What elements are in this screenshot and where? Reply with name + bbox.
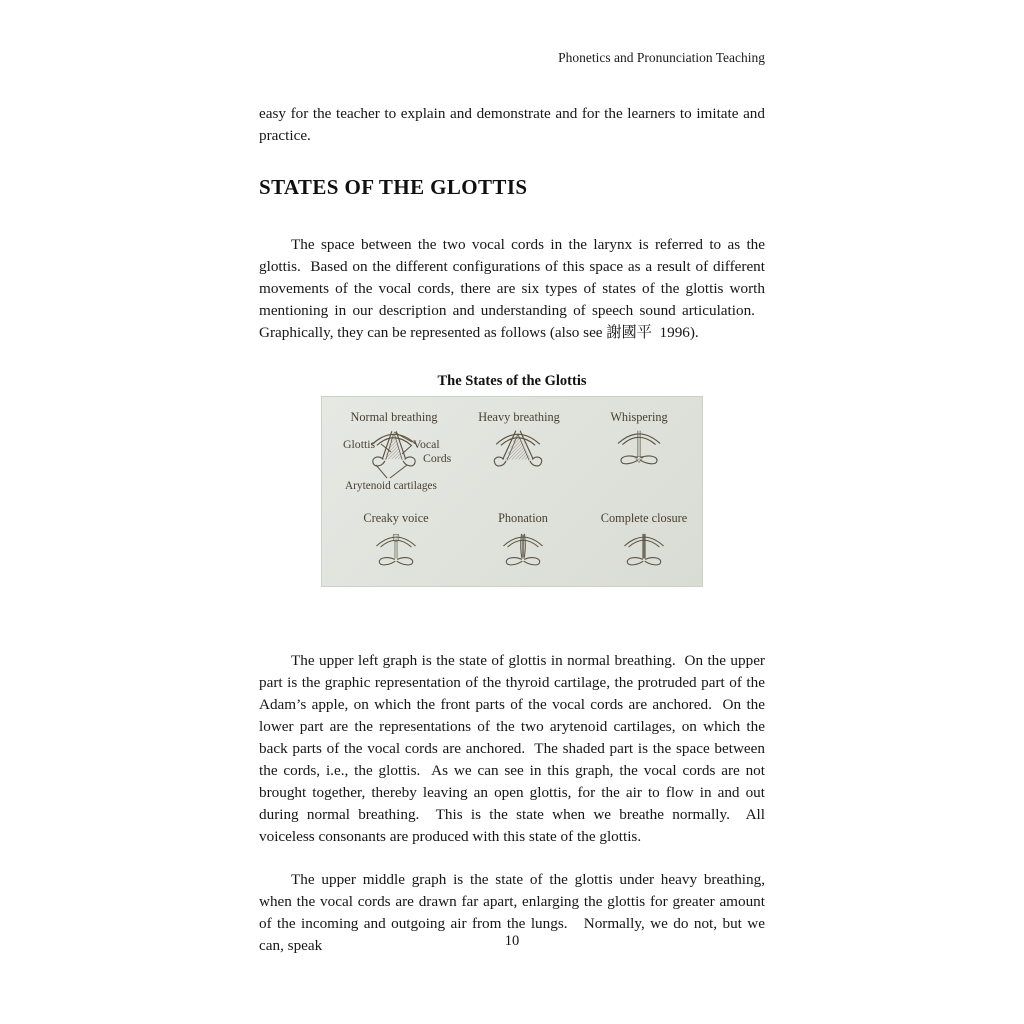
label-phonation: Phonation (498, 511, 548, 525)
page-number: 10 (504, 933, 520, 949)
label-normal-breathing: Normal breathing (350, 410, 438, 424)
label-whispering: Whispering (610, 410, 668, 424)
paragraph-continuation: easy for the teacher to explain and demonstrate and for the learners to imitate and practice. (259, 105, 765, 145)
annotation-cords: Cords (423, 451, 452, 465)
heavy-breathing-diagram (489, 423, 547, 481)
whispering-diagram (610, 423, 668, 479)
label-heavy-breathing: Heavy breathing (478, 410, 560, 424)
complete-closure-diagram (617, 527, 671, 579)
label-complete-closure: Complete closure (600, 511, 688, 525)
paragraph-upper-middle-graph: The upper middle graph is the state of the glottis under heavy breathing, when the vocal cords are drawn far apart, enlarging the glottis for greater amount of the incoming and outgoing air from the lungs. Normally, we do not, but we can, speak (259, 871, 765, 955)
normal-breathing-diagram (365, 423, 423, 481)
label-creaky-voice: Creaky voice (363, 511, 429, 525)
paragraph-upper-left-graph: The upper left graph is the state of glottis in normal breathing. On the upper part is the graphic representation of the thyroid cartilage, the protruded part of the Adam’s apple, on which the front parts of the vocal cords are anchored. On the lower part are the representations of the two arytenoid cartilages, on which the back parts of the vocal cords are anchored. The shaded part is the space between the cords, i.e., the glottis. As we can see in this graph, the vocal cords are not brought together, thereby leaving an open glottis, for the air to flow in and out during normal breathing. This is the state when we breathe normally. All voiceless consonants are produced with this state of the glottis. (259, 652, 765, 846)
annotation-vocal: Vocal (413, 437, 440, 451)
annotation-arytenoid-cartilages: Arytenoid cartilages (345, 480, 437, 492)
creaky-voice-diagram (369, 527, 423, 579)
paragraph-intro: The space between the two vocal cords in the larynx is referred to as the glottis. Based on the different configurations of this space as a result of different movements of the vocal cords, there are six types of states of the glottis worth mentioning in our description and understanding of speech sound articulation. Graphically, they can be represented as follows (also see 謝國平 1996). (259, 236, 765, 342)
running-head: Phonetics and Pronunciation Teaching (558, 50, 765, 65)
figure-caption: The States of the Glottis (437, 373, 587, 389)
annotation-glottis: Glottis (343, 437, 376, 451)
page-content (259, 0, 765, 1024)
glottis-figure (321, 396, 703, 587)
phonation-diagram (496, 527, 550, 579)
section-heading: STATES OF THE GLOTTIS (259, 175, 528, 200)
